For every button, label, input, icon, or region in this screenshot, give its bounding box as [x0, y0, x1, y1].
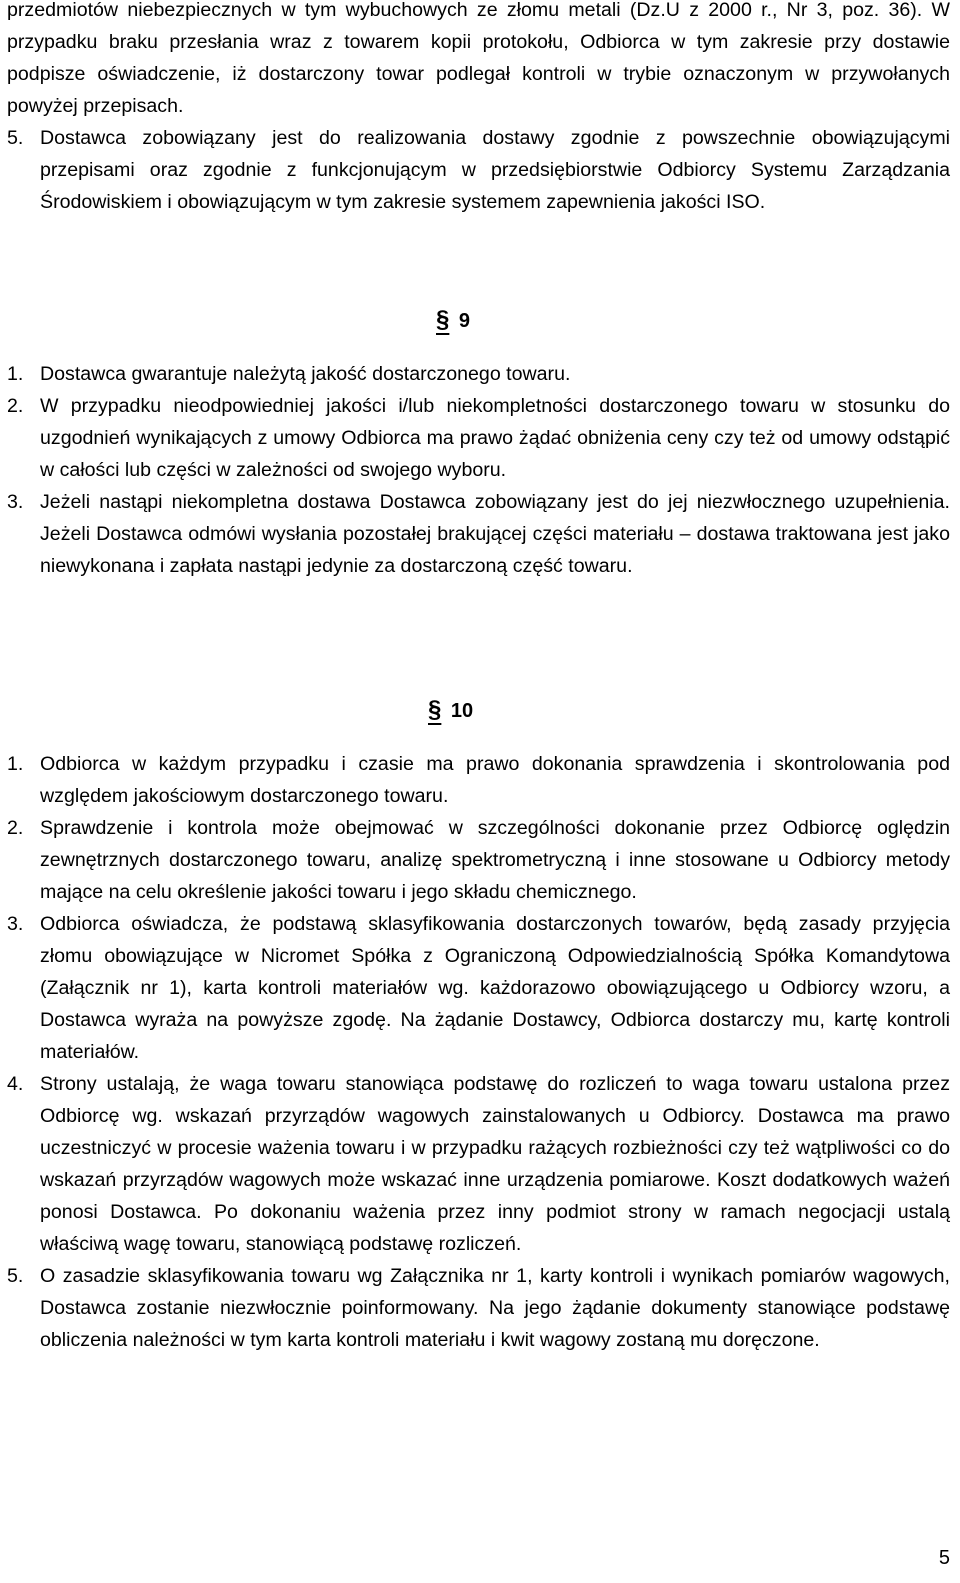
section-10-heading [428, 694, 473, 727]
page-number: 5 [938, 1547, 950, 1569]
list-item [7, 390, 950, 486]
item-number: 3. [7, 491, 24, 513]
item-number: 1. [7, 753, 24, 775]
section-symbol: § [428, 696, 442, 723]
item-text: Dostawca zobowiązany jest do realizowania dostawy zgodnie z powszechnie obowiązującymi przepisami oraz zgodnie z funkcjonującym w przedsiębiorstwie Odbiorcy Systemu Zarządzania Środowiskiem i obowiązującym w tym zakresie systemem zapewnienia jakości ISO. [40, 127, 950, 213]
section-number: 10 [450, 700, 474, 722]
item-number: 1. [7, 363, 24, 385]
intro-block [7, 0, 950, 122]
item-text: Jeżeli nastąpi niekompletna dostawa Dostawca zobowiązany jest do jej niezwłocznego uzupełnienia. Jeżeli Dostawca odmówi wysłania pozostałej brakującej części materiału – dostawa traktowana jest jako niewykonana i zapłata nastąpi jedynie za dostarczoną część towaru. [40, 491, 950, 577]
prev-section-list [7, 122, 950, 218]
list-item [7, 1068, 950, 1260]
list-item [7, 358, 950, 390]
item-text: Odbiorca w każdym przypadku i czasie ma prawo dokonania sprawdzenia i skontrolowania pod względem jakościowym dostarczonego towaru. [40, 753, 950, 807]
item-number: 5. [7, 127, 24, 149]
item-text: Odbiorca oświadcza, że podstawą sklasyfikowania dostarczonych towarów, będą zasady przyjęcia złomu obowiązujące w Nicromet Spółka z Ograniczoną Odpowiedzialnością Spółka Komandytowa (Załącznik nr 1), karta kontroli materiałów wg. każdorazowo obowiązującego u Odbiorcy wzoru, a Dostawca wyraża na powyższe zgodę. Na żądanie Dostawcy, Odbiorca dostarczy mu, kartę kontroli materiałów. [40, 913, 950, 1063]
list-item [7, 748, 950, 812]
list-item [7, 486, 950, 582]
section-10-list [7, 748, 950, 1356]
intro-paragraph: przedmiotów niebezpiecznych w tym wybuchowych ze złomu metali (Dz.U z 2000 r., Nr 3, poz. 36). W przypadku braku przesłania wraz z towarem kopii protokołu, Odbiorca w tym zakresie przy dostawie podpisze oświadczenie, iż dostarczony towar podlegał kontroli w trybie oznaczonym w przywołanych powyżej przepisach. [7, 0, 950, 117]
item-text: Sprawdzenie i kontrola może obejmować w szczególności dokonanie przez Odbiorcę oględzin zewnętrznych dostarczonego towaru, analizę spektrometryczną i inne stosowane u Odbiorcy metody mające na celu określenie jakości towaru i jego składu chemicznego. [40, 817, 950, 903]
section-number: 9 [458, 310, 471, 332]
item-number: 4. [7, 1073, 24, 1095]
item-text: O zasadzie sklasyfikowania towaru wg Załącznika nr 1, karty kontroli i wynikach pomiarów wagowych, Dostawca zostanie niezwłocznie poinformowany. Na jego żądanie dokumenty stanowiące podstawę obliczenia należności w tym karta kontroli materiału i kwit wagowy zostaną mu doręczone. [40, 1265, 950, 1351]
item-number: 2. [7, 817, 24, 839]
item-number: 3. [7, 913, 24, 935]
item-number: 5. [7, 1265, 24, 1287]
list-item [7, 122, 950, 218]
item-number: 2. [7, 395, 24, 417]
list-item [7, 908, 950, 1068]
list-item [7, 812, 950, 908]
section-symbol: § [436, 306, 450, 333]
item-text: Dostawca gwarantuje należytą jakość dostarczonego towaru. [40, 363, 571, 385]
list-item [7, 1260, 950, 1356]
item-text: Strony ustalają, że waga towaru stanowiąca podstawę do rozliczeń to waga towaru ustalona przez Odbiorcę wg. wskazań przyrządów wagowych zainstalowanych u Odbiorcy. Dostawca ma prawo uczestniczyć w procesie ważenia towaru i w przypadku rażących rozbieżności czy też wątpliwości co do wskazań przyrządów wagowych może wskazać inne urządzenia pomiarowe. Koszt dodatkowych ważeń ponosi Dostawca. Po dokonaniu ważenia przez inny podmiot strony w ramach negocjacji ustalą właściwą wagę towaru, stanowiącą podstawę rozliczeń. [40, 1073, 950, 1255]
item-text: W przypadku nieodpowiedniej jakości i/lub niekompletności dostarczonego towaru w stosunku do uzgodnień wynikających z umowy Odbiorca ma prawo żądać obniżenia ceny czy też od umowy odstąpić w całości lub części w zależności od swojego wyboru. [40, 395, 950, 481]
section-9-heading [436, 304, 470, 337]
section-9-list [7, 358, 950, 582]
